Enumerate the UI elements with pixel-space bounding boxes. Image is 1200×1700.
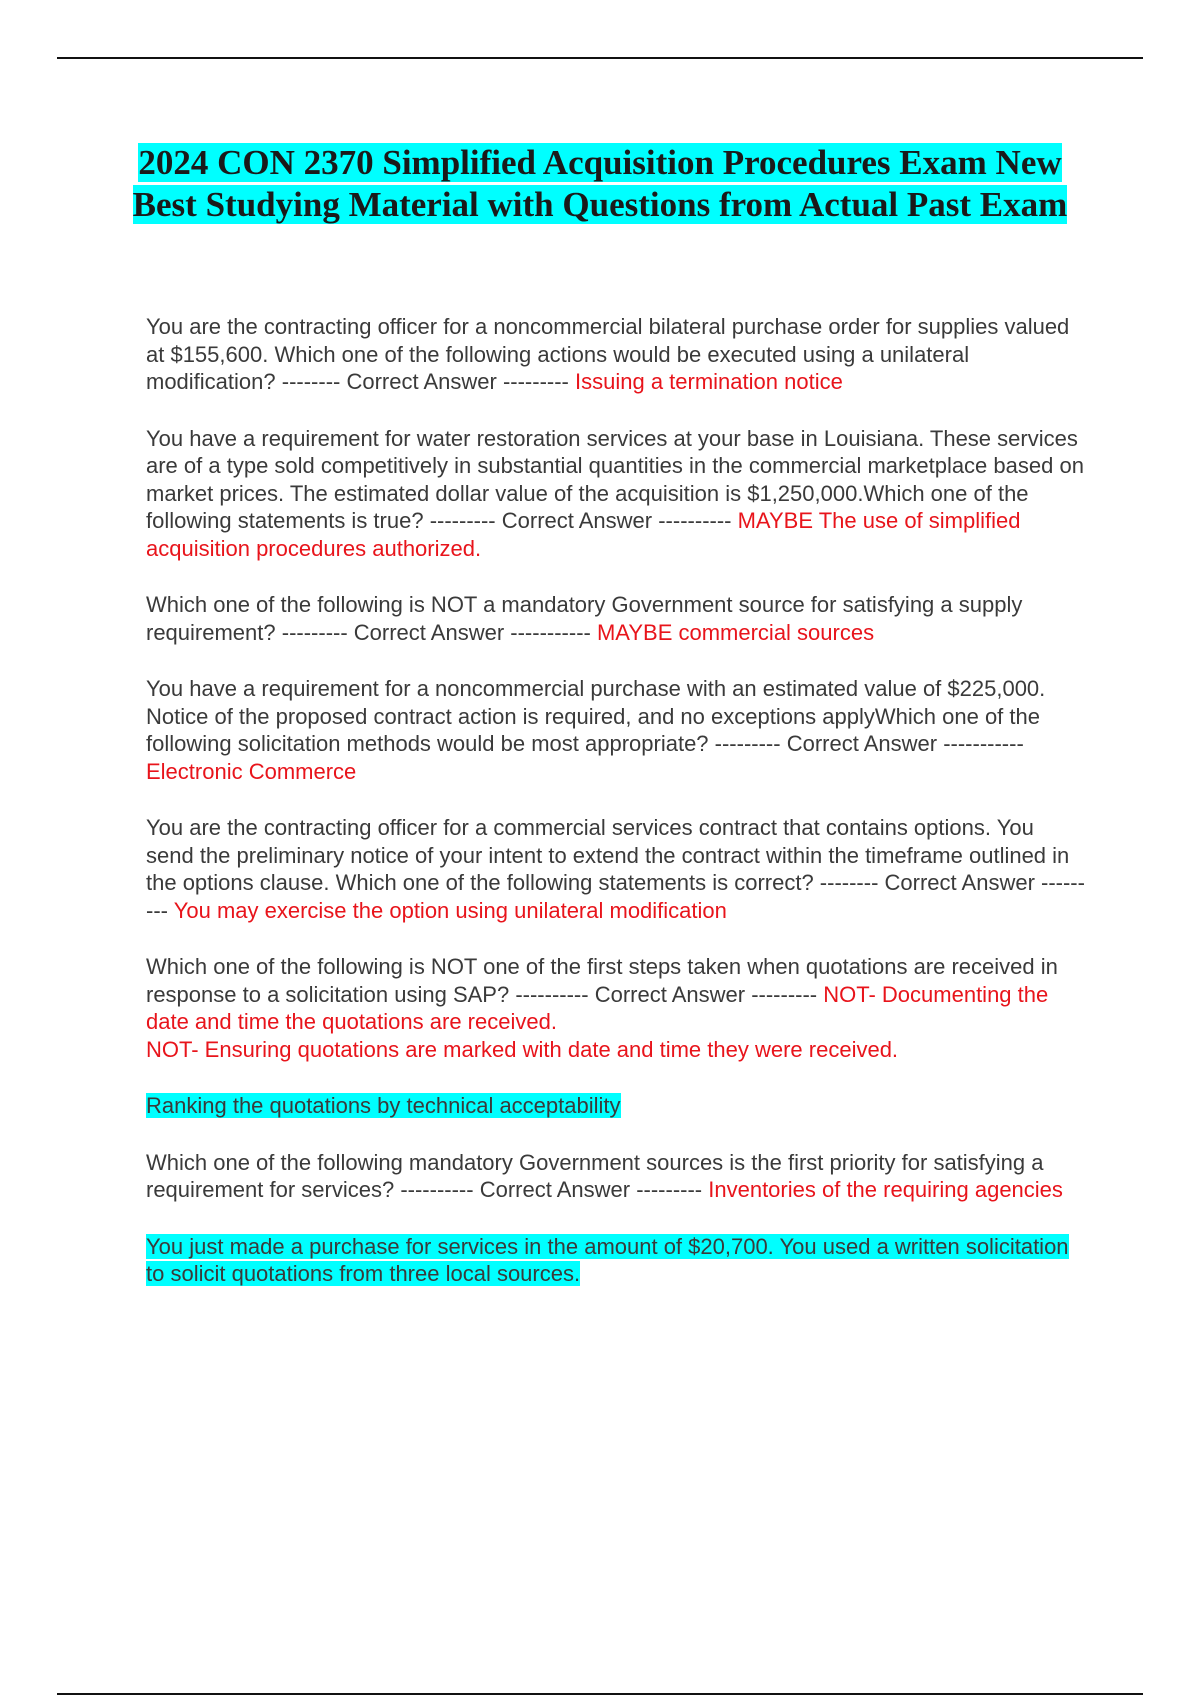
question-text: Which one of the following mandatory Government sources is the first priority for satisfying a requirement for services? ---------- Correct Answer --------- (146, 1149, 1044, 1202)
answer-text: MAYBE The use of simplified acquisition procedures authorized. (146, 508, 1021, 561)
bottom-rule (57, 1693, 1143, 1695)
qa-item-2 (146, 425, 1086, 563)
question-text: You are the contracting officer for a noncommercial bilateral purchase order for supplies valued at $155,600. Which one of the following actions would be executed using a unilateral modification? -------- Correct Answer --------- (146, 314, 1070, 394)
question-text: Which one of the following is NOT a mandatory Government source for satisfying a supply requirement? --------- Correct Answer ----------- (146, 592, 1023, 645)
answer-text: Issuing a termination notice (575, 369, 843, 394)
qa-item-1 (146, 313, 1086, 396)
answer-text: MAYBE commercial sources (596, 619, 875, 645)
qa-item-4 (146, 675, 1086, 785)
question-text: You are the contracting officer for a commercial services contract that contains options. You send the preliminary notice of your intent to extend the contract within the timeframe outlined in the options clause. Which one of the following statements is correct? -------- Correct Answer --------- (146, 815, 1085, 923)
title-highlight: 2024 CON 2370 Simplified Acquisition Procedures Exam New Best Studying Material with Questions from Actual Past Exam (132, 143, 1068, 224)
question-text: Which one of the following is NOT one of the first steps taken when quotations are received in response to a solicitation using SAP? ---------- Correct Answer --------- (146, 954, 1058, 1007)
document-title (120, 142, 1080, 226)
question-text: You have a requirement for a noncommercial purchase with an estimated value of $225,000. Notice of the proposed contract action is required, and no exceptions applyWhich one of the following solicitation methods would be most appropriate? --------- Correct Answer ----------- (146, 676, 1046, 756)
qa-item-5 (146, 814, 1086, 924)
qa-item-6 (146, 953, 1086, 1063)
highlighted-note-1 (146, 1092, 1086, 1120)
qa-item-3 (146, 591, 1086, 646)
document-body (146, 313, 1086, 1317)
answer-text: Electronic Commerce (146, 758, 357, 784)
answer-text: Inventories of the requiring agencies (708, 1177, 1063, 1202)
question-text: You have a requirement for water restoration services at your base in Louisiana. These services are of a type sold competitively in substantial quantities in the commercial marketplace based on market prices. The estimated dollar value of the acquisition is $1,250,000.Which one of the following statements is true? --------- Correct Answer ---------- (146, 425, 1084, 533)
qa-item-7 (146, 1149, 1086, 1204)
top-rule (57, 57, 1143, 59)
answer-text: You may exercise the option using unilateral modification (173, 897, 727, 923)
answer-text-line-2: NOT- Ensuring quotations are marked with date and time they were received. (146, 1036, 899, 1062)
highlight-text: Ranking the quotations by technical acceptability (146, 1093, 621, 1118)
highlighted-note-2 (146, 1233, 1086, 1288)
highlight-text: You just made a purchase for services in the amount of $20,700. You used a written solicitation to solicit quotations from three local sources. (146, 1233, 1069, 1286)
answer-text: NOT- Documenting the date and time the quotations are received. (146, 981, 1049, 1034)
